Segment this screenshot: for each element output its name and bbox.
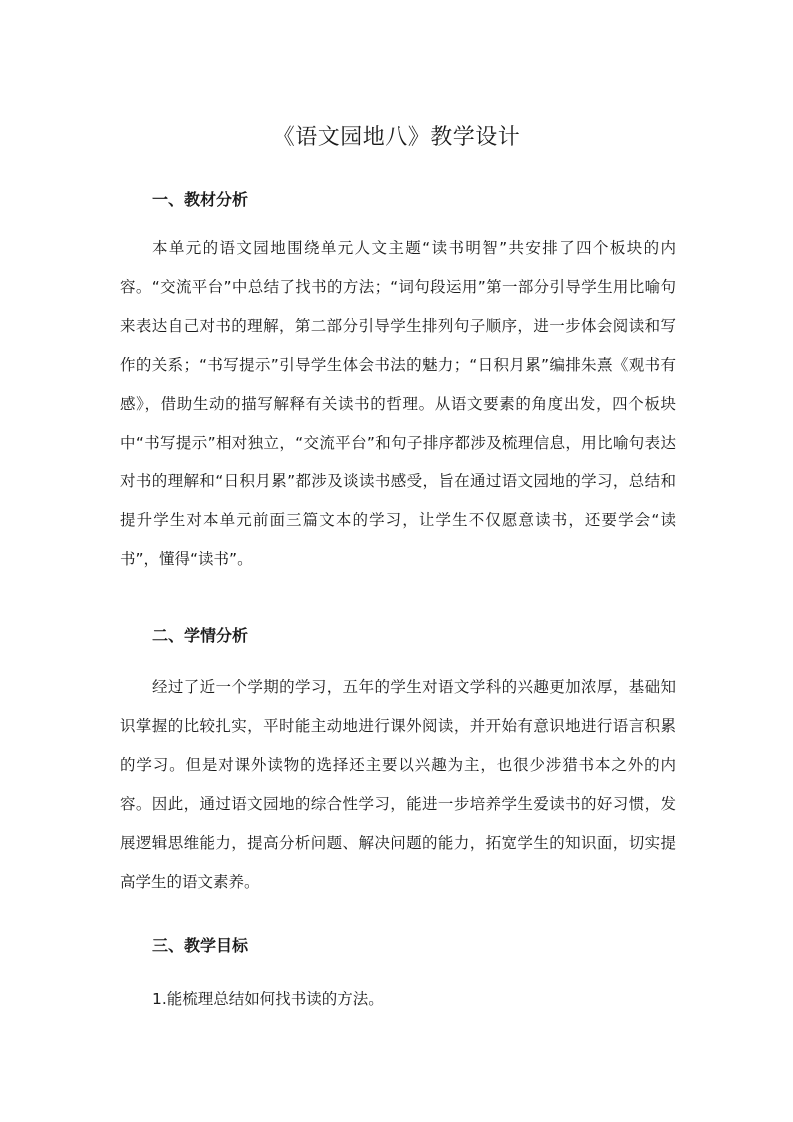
- section-heading-textbook-analysis: 一、教材分析: [152, 190, 249, 209]
- list-item: 1.能梳理总结如何找书读的方法。: [152, 990, 384, 1008]
- page-title: 《语文园地八》教学设计: [272, 125, 521, 150]
- paragraph-textbook-analysis: 本单元的语文园地围绕单元人文主题“读书明智”共安排了四个板块的内容。“交流平台”中总结了找书的方法；“词句段运用”第一部分引导学生用比喻句来表达自己对书的理解，第二部分引导学生排列句子顺序，进一步体会阅读和写作的关系；“书写提示”引导学生体会书法的魅力；“日积月累”编排朱熹《观书有感》，借助生动的描写解释有关读书的哲理。从语文要素的角度出发，四个板块中“书写提示”相对独立，“交流平台”和句子排序都涉及梳理信息，用比喻句表达对书的理解和“日积月累”都涉及谈读书感受，旨在通过语文园地的学习，总结和提升学生对本单元前面三篇文本的学习，让学生不仅愿意读书，还要学会“读书”，懂得“读书”。: [120, 239, 676, 569]
- section-heading-teaching-goals: 三、教学目标: [152, 936, 249, 955]
- paragraph-student-analysis: 经过了近一个学期的学习，五年的学生对语文学科的兴趣更加浓厚，基础知识掌握的比较扎实，平时能主动地进行课外阅读，并开始有意识地进行语言积累的学习。但是对课外读物的选择还主要以兴趣为主，也很少涉猎书本之外的内容。因此，通过语文园地的综合性学习，能进一步培养学生爱读书的好习惯，发展逻辑思维能力，提高分析问题、解决问题的能力，拓宽学生的知识面，切实提高学生的语文素养。: [120, 678, 676, 891]
- section-heading-student-analysis: 二、学情分析: [152, 626, 249, 645]
